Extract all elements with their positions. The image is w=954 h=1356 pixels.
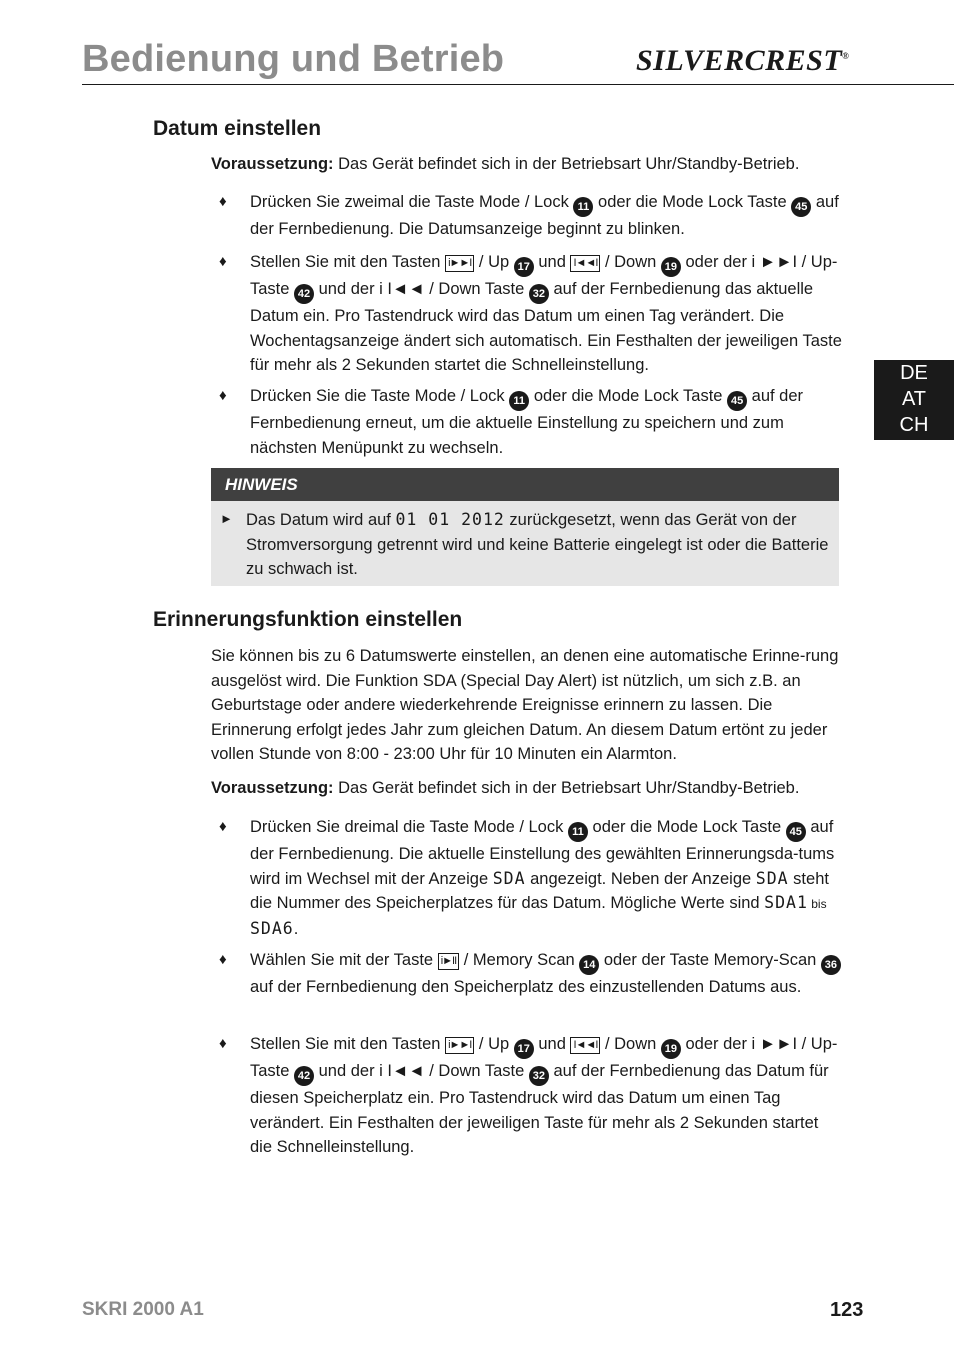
next-key-icon: i►►I	[445, 255, 474, 272]
text: Wählen Sie mit der Taste	[250, 951, 438, 969]
ref-number-icon: 32	[529, 284, 549, 304]
prev-key-icon: I◄◄I	[570, 1037, 600, 1054]
ref-number-icon: 11	[509, 391, 529, 411]
ref-number-icon: 45	[786, 822, 806, 842]
ref-number-icon: 11	[573, 197, 593, 217]
header-divider	[82, 84, 954, 85]
prereq-text: Das Gerät befindet sich in der Betriebsart Uhr/Standby-Betrieb.	[333, 155, 800, 173]
registered-mark: ®	[842, 51, 850, 61]
note-header	[211, 468, 839, 501]
brand-name: SILVERCREST	[636, 44, 843, 77]
bullet-icon: ♦	[219, 1035, 227, 1052]
text: oder der i ►►I / Up-Taste	[250, 253, 838, 298]
text: / Memory Scan	[459, 951, 580, 969]
text: Drücken Sie zweimal die Taste Mode / Lock	[250, 193, 574, 211]
text: / Up	[474, 1035, 514, 1053]
list-item	[250, 815, 842, 941]
ref-number-icon: 45	[727, 391, 747, 411]
note-text	[246, 508, 834, 582]
prerequisite-2	[211, 776, 841, 801]
text: Das Datum wird auf	[246, 511, 396, 529]
text: oder die Mode Lock Taste	[529, 387, 728, 405]
ref-number-icon: 45	[791, 197, 811, 217]
lcd-display-text: SDA6	[250, 918, 294, 938]
section-heading-erinnerung: Erinnerungsfunktion einstellen	[153, 608, 463, 631]
intro-paragraph: Sie können bis zu 6 Datumswerte einstellen, an denen eine automatische Erinne-rung ausgelöst wird. Die Funktion SDA (Special Day Alert) ist nützlich, um sich z.B. an Geburtstage oder andere wiederkehrende Ereignisse erinnern zu lassen. Die Erinnerung erfolgt jedes Jahr zum gleichen Datum. An diesem Datum ertönt zu jeder vollen Stunde von 8:00 - 23:00 Uhr für 10 Minuten ein Alarmton.	[211, 647, 839, 764]
note-title: HINWEIS	[225, 475, 298, 494]
text: oder der Taste Memory-Scan	[599, 951, 821, 969]
footer-model: SKRI 2000 A1	[82, 1299, 204, 1320]
text: zurückgesetzt, wenn das Gerät von der Stromversorgung getrennt wird und keine Batterie eingelegt ist oder die Batterie zu schwach ist.	[246, 511, 829, 579]
text: Drücken Sie die Taste Mode / Lock	[250, 387, 510, 405]
text: auf der Fernbedienung das Datum für diesen Speicherplatz ein. Pro Tastendruck wird das Datum um einen Tag verändert. Ein Festhalten der jeweiligen Taste für mehr als 2 Sekunden startet die Schnelleinstellung.	[250, 1062, 829, 1157]
text: / Down	[600, 253, 661, 271]
ref-number-icon: 19	[661, 257, 681, 277]
text: angezeigt. Neben der Anzeige	[525, 869, 756, 888]
text: und	[533, 1035, 571, 1053]
ref-number-icon: 14	[579, 955, 599, 975]
list-item	[250, 1032, 842, 1160]
lcd-display-text: SDA	[755, 868, 789, 888]
ref-number-icon: 42	[294, 1066, 314, 1086]
ref-number-icon: 17	[514, 257, 534, 277]
prereq-text: Das Gerät befindet sich in der Betriebsart Uhr/Standby-Betrieb.	[333, 779, 800, 797]
play-pause-key-icon: i►II	[438, 953, 459, 970]
ref-number-icon: 32	[529, 1066, 549, 1086]
lcd-display-text: SDA1	[764, 893, 808, 913]
next-key-icon: i►►I	[445, 1037, 474, 1054]
text: auf der Fernbedienung erneut, um die aktuelle Einstellung zu speichern und zum nächsten Menüpunkt zu wechseln.	[250, 387, 804, 457]
text: oder die Mode Lock Taste	[593, 193, 792, 211]
text: Drücken Sie dreimal die Taste Mode / Lock	[250, 818, 568, 836]
prev-key-icon: I◄◄I	[570, 255, 600, 272]
text: oder die Mode Lock Taste	[587, 818, 786, 836]
bullet-icon: ♦	[219, 193, 227, 210]
text: auf der Fernbedienung das aktuelle Datum ein. Pro Tastendruck wird das Datum um einen Tag verändert. Die Wochentagsanzeige ändert sich automatisch. Ein Festhalten der jeweiligen Taste für mehr als 2 Sekunden startet die Schnelleinstellung.	[250, 280, 842, 375]
brand-logo	[636, 44, 849, 78]
lang-de: DE	[900, 362, 928, 384]
ref-number-icon: 36	[821, 955, 841, 975]
prereq-label: Voraussetzung:	[211, 155, 334, 173]
lcd-display-text: SDA	[492, 868, 526, 888]
text: .	[293, 919, 299, 938]
lang-ch: CH	[899, 414, 929, 436]
list-item	[250, 384, 842, 460]
text: / Down	[600, 1035, 661, 1053]
bullet-icon: ♦	[219, 387, 227, 404]
text: bis	[807, 897, 827, 912]
text: Stellen Sie mit den Tasten	[250, 1035, 446, 1053]
bullet-icon: ♦	[219, 818, 227, 835]
ref-number-icon: 19	[661, 1039, 681, 1059]
bullet-icon: ♦	[219, 253, 227, 270]
ref-number-icon: 11	[568, 822, 588, 842]
text: steht die Nummer des Speicherplatzes für das Datum. Mögliche Werte sind	[250, 869, 829, 913]
list-item	[250, 190, 842, 242]
list-item	[250, 250, 842, 378]
text: und der i I◄◄ / Down Taste	[314, 1062, 529, 1080]
arrow-right-icon: ►	[220, 511, 233, 526]
lcd-display-text: 01 01 2012	[395, 510, 505, 529]
text: oder der i ►►I / Up-Taste	[250, 1035, 838, 1080]
prerequisite-1	[211, 152, 841, 177]
list-item	[250, 948, 842, 1000]
bullet-icon: ♦	[219, 951, 227, 968]
text: auf der Fernbedienung. Die Datumsanzeige beginnt zu blinken.	[250, 193, 839, 238]
text: und der i I◄◄ / Down Taste	[314, 280, 529, 298]
lang-at: AT	[901, 388, 927, 410]
ref-number-icon: 42	[294, 284, 314, 304]
text: Stellen Sie mit den Tasten	[250, 253, 446, 271]
text: / Up	[474, 253, 514, 271]
page-number: 123	[830, 1299, 864, 1321]
ref-number-icon: 17	[514, 1039, 534, 1059]
page-title: Bedienung und Betrieb	[82, 38, 505, 80]
text: auf der Fernbedienung den Speicherplatz des einzustellenden Datums aus.	[250, 978, 802, 996]
section-heading-datum: Datum einstellen	[153, 117, 322, 140]
text: und	[533, 253, 571, 271]
prereq-label: Voraussetzung:	[211, 779, 334, 797]
language-tab	[874, 360, 954, 440]
text: auf der Fernbedienung. Die aktuelle Einstellung des gewählten Erinnerungsda-tums wird im Wechsel mit der Anzeige	[250, 818, 835, 888]
